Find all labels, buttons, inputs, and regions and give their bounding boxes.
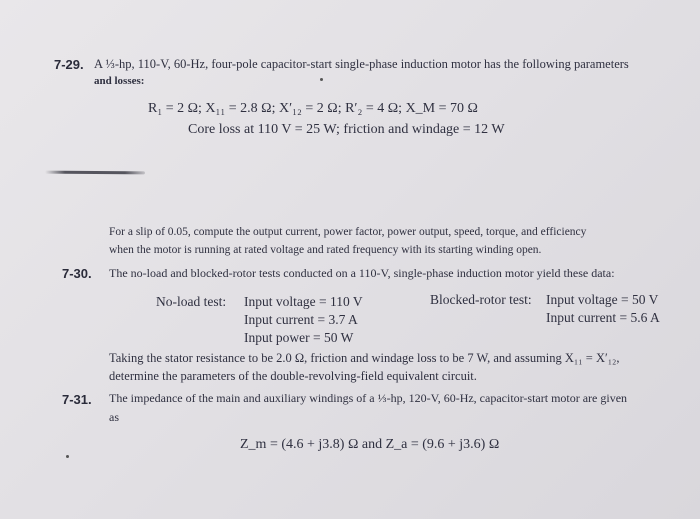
loss-list: Core loss at 110 V = 25 W; friction and windage = 12 W (188, 122, 505, 137)
problem-7-31-statement: The impedance of the main and auxiliary windings of a ⅓-hp, 120-V, 60-Hz, capacitor-start motor are given (109, 391, 628, 405)
problem-7-29-question-line2: when the motor is running at rated voltage and rated frequency with its starting winding open. (109, 244, 542, 256)
ink-smear-mark (45, 171, 145, 175)
problem-7-29-statement-line1: A ⅓-hp, 110-V, 60-Hz, four-pole capacitor-start single-phase induction motor has the following parameters (94, 57, 629, 71)
problem-7-29-question-line1: For a slip of 0.05, compute the output current, power factor, power output, speed, torque, and efficiency (109, 226, 587, 238)
no-load-test-label: No-load test: (156, 294, 227, 309)
no-load-input-power: Input power = 50 W (244, 330, 354, 345)
problem-number-7-31: 7-31. (62, 392, 92, 407)
problem-7-30-statement: The no-load and blocked-rotor tests conducted on a 110-V, single-phase induction motor yield these data: (109, 266, 615, 280)
problem-7-29-statement-line2: and losses: (94, 75, 145, 87)
no-load-input-voltage: Input voltage = 110 V (244, 294, 363, 309)
problem-7-31-statement-line2: as (109, 410, 119, 424)
blocked-rotor-input-voltage: Input voltage = 50 V (546, 292, 659, 307)
problem-7-30-assumptions: Taking the stator resistance to be 2.0 Ω, friction and windage loss to be 7 W, and assuming X₁₁ = X′₁₂, (109, 351, 620, 365)
specks (320, 78, 323, 81)
blocked-rotor-test-label: Blocked-rotor test: (430, 292, 532, 307)
no-load-input-current: Input current = 3.7 A (244, 312, 358, 327)
problem-number-7-29: 7-29. (54, 57, 84, 72)
problem-number-7-30: 7-30. (62, 266, 92, 281)
problem-7-30-task: determine the parameters of the double-revolving-field equivalent circuit. (109, 369, 477, 383)
blocked-rotor-input-current: Input current = 5.6 A (546, 310, 660, 325)
impedance-equation: Z_m = (4.6 + j3.8) Ω and Z_a = (9.6 + j3.6) Ω (240, 437, 500, 452)
specks (66, 455, 69, 458)
parameter-list: R₁ = 2 Ω; X₁₁ = 2.8 Ω; X′₁₂ = 2 Ω; R′₂ = 4 Ω; X_M = 70 Ω (148, 101, 478, 116)
